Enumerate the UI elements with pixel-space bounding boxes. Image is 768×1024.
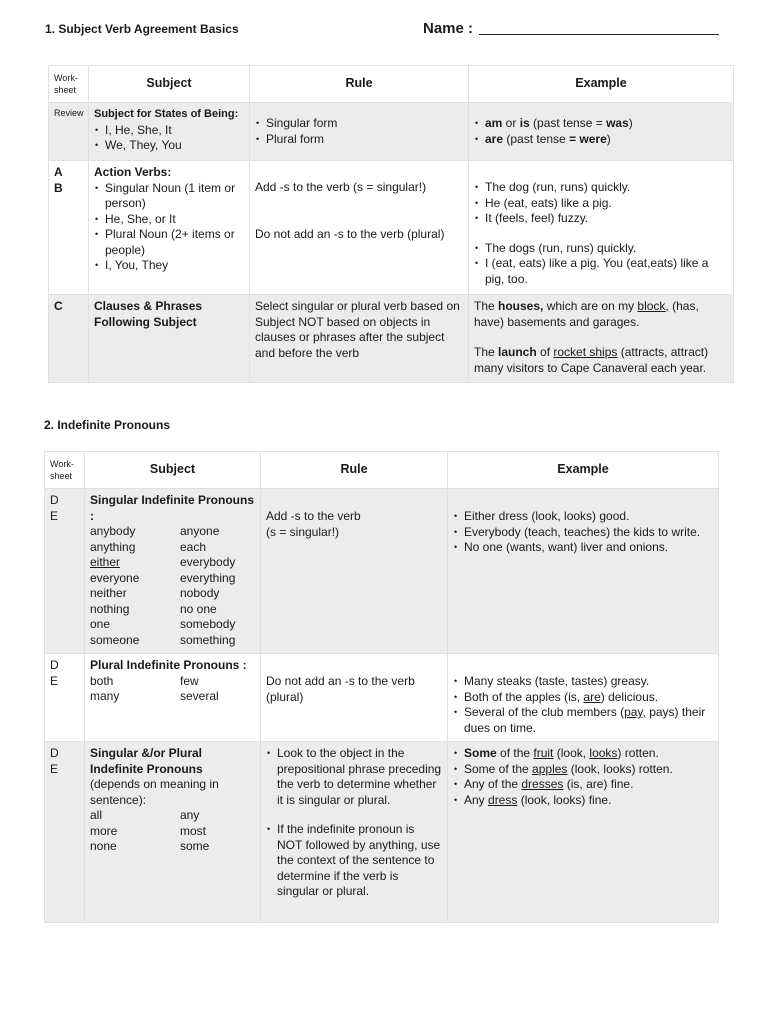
example-list	[453, 509, 713, 556]
rule-cell: Do not add an -s to the verb (plural)	[261, 654, 448, 742]
list-item: one	[90, 617, 111, 631]
example-text: The launch of rocket ships (attracts, attract) many visitors to Cape Canaveral each year.	[474, 345, 709, 375]
list-item: • Many steaks (taste, tastes) greasy.	[462, 674, 713, 690]
example-list	[474, 241, 728, 288]
table-row	[49, 103, 734, 161]
list-item: • The dogs (run, runs) quickly.	[483, 241, 728, 257]
name-field[interactable]	[423, 20, 719, 37]
pronoun-list	[90, 674, 255, 705]
example-header: Example	[448, 452, 719, 489]
example-cell	[448, 742, 719, 923]
subject-title: Action Verbs:	[94, 165, 172, 179]
table-row	[49, 295, 734, 383]
example-cell	[469, 103, 734, 161]
list-item: • Any dress (look, looks) fine.	[462, 793, 713, 809]
list-item: • am or is (past tense = was)	[483, 116, 728, 132]
example-cell	[469, 295, 734, 383]
list-item: • I, He, She, It	[103, 123, 244, 139]
list-item: • Any of the dresses (is, are) fine.	[462, 777, 713, 793]
rule-text: Do not add an -s to the verb (plural)	[255, 226, 445, 241]
subject-cell	[89, 161, 250, 295]
subject-cell	[85, 654, 261, 742]
example-list	[474, 116, 728, 147]
row-tag: D E	[45, 742, 85, 923]
subject-cell	[85, 489, 261, 654]
table-row	[49, 161, 734, 295]
table-row	[45, 654, 719, 742]
list-item: everyone	[90, 570, 140, 585]
rule-cell	[261, 489, 448, 654]
table-header-row	[45, 452, 719, 489]
list-item: several	[180, 689, 219, 703]
example-header: Example	[469, 66, 734, 103]
list-item: all	[90, 808, 103, 822]
list-item: • Several of the club members (pay, pays) their dues on time.	[462, 705, 713, 736]
subject-title: Clauses & Phrases Following Subject	[89, 295, 250, 383]
pronoun-list	[90, 524, 255, 648]
subject-header: Subject	[89, 66, 250, 103]
example-list	[453, 746, 713, 808]
example-list	[453, 674, 713, 736]
list-item: • If the indefinite pronoun is NOT followed by anything, use the context of the sentence to determine if the verb is singular or plural.	[275, 822, 442, 900]
list-item: each	[180, 539, 207, 554]
list-item: • Plural form	[264, 132, 463, 148]
list-item: anyone	[180, 524, 220, 538]
name-blank-line[interactable]	[479, 20, 719, 35]
list-item: nobody	[180, 586, 220, 600]
list-item: both	[90, 673, 114, 688]
section2-heading: 2. Indefinite Pronouns	[44, 418, 171, 432]
rule-cell	[250, 103, 469, 161]
subject-cell	[89, 103, 250, 161]
list-item: • I (eat, eats) like a pig. You (eat,eats) like a pig, too.	[483, 256, 728, 287]
subject-list	[94, 123, 244, 154]
example-cell	[469, 161, 734, 295]
subject-header: Subject	[85, 452, 261, 489]
section1-heading: 1. Subject Verb Agreement Basics	[45, 22, 239, 36]
rule-list	[266, 746, 442, 808]
list-item: • Plural Noun (2+ items or people)	[103, 227, 244, 258]
list-item: any	[180, 808, 200, 822]
list-item: more	[90, 823, 118, 838]
list-item: • Everybody (teach, teaches) the kids to write.	[462, 525, 713, 541]
subject-note: (depends on meaning in sentence):	[90, 777, 219, 807]
list-item: somebody	[180, 617, 236, 631]
subject-title: Singular Indefinite Pronouns :	[90, 493, 255, 523]
rule-cell: Select singular or plural verb based on Subject NOT based on objects in clauses or phrases after the subject and before the verb	[250, 295, 469, 383]
list-item: nothing	[90, 601, 130, 616]
list-item: • Both of the apples (is, are) delicious.	[462, 690, 713, 706]
list-item: none	[90, 839, 117, 853]
rule-text: Add -s to the verb	[266, 509, 361, 523]
list-item: many	[90, 689, 120, 703]
list-item: • Either dress (look, looks) good.	[462, 509, 713, 525]
rule-header: Rule	[250, 66, 469, 103]
list-item: some	[180, 839, 210, 853]
table-row	[45, 742, 719, 923]
rule-text: (s = singular!)	[266, 524, 340, 539]
rule-header: Rule	[261, 452, 448, 489]
worksheet-header: Work-sheet	[45, 452, 85, 489]
list-item: • Singular form	[264, 116, 463, 132]
subject-title: Subject for States of Being:	[94, 108, 239, 120]
rule-list	[266, 822, 442, 900]
list-item: • are (past tense = were)	[483, 132, 728, 148]
subject-title: Plural Indefinite Pronouns :	[90, 658, 247, 672]
rule-cell	[261, 742, 448, 923]
name-label: Name :	[423, 20, 474, 37]
row-tag: Review	[49, 103, 89, 161]
row-tag: D E	[45, 654, 85, 742]
list-item: • Singular Noun (1 item or person)	[103, 181, 244, 212]
table-header-row	[49, 66, 734, 103]
list-item: something	[180, 632, 236, 647]
worksheet-header: Work-sheet	[49, 66, 89, 103]
rule-text: Add -s to the verb (s = singular!)	[255, 180, 427, 194]
list-item: anything	[90, 539, 136, 554]
list-item: either	[90, 555, 121, 569]
pronoun-list	[90, 808, 255, 855]
subject-list	[94, 181, 244, 274]
list-item: most	[180, 823, 207, 838]
list-item: • No one (wants, want) liver and onions.	[462, 540, 713, 556]
list-item: • Some of the fruit (look, looks) rotten.	[462, 746, 713, 762]
indefinite-pronouns-table	[44, 451, 719, 923]
list-item: • Some of the apples (look, looks) rotten.	[462, 762, 713, 778]
list-item: neither	[90, 586, 127, 600]
list-item: everything	[180, 570, 236, 585]
list-item: everybody	[180, 555, 236, 569]
list-item: • He, She, or It	[103, 212, 244, 228]
rule-cell	[250, 161, 469, 295]
list-item: someone	[90, 632, 140, 647]
list-item: • I, You, They	[103, 258, 244, 274]
example-text: The houses, which are on my block, (has, have) basements and garages.	[474, 299, 699, 329]
list-item: • Look to the object in the prepositional phrase preceding the verb to determine whether it is singular or plural.	[275, 746, 442, 808]
subject-verb-table	[48, 65, 734, 383]
list-item: • It (feels, feel) fuzzy.	[483, 211, 728, 227]
example-list	[474, 180, 728, 227]
list-item: • The dog (run, runs) quickly.	[483, 180, 728, 196]
example-cell	[448, 654, 719, 742]
rule-list	[255, 116, 463, 147]
example-cell	[448, 489, 719, 654]
list-item: anybody	[90, 524, 136, 538]
row-tag: C	[49, 295, 89, 383]
list-item: • He (eat, eats) like a pig.	[483, 196, 728, 212]
row-tag: A B	[49, 161, 89, 295]
row-tag: D E	[45, 489, 85, 654]
list-item: • We, They, You	[103, 138, 244, 154]
list-item: few	[180, 673, 199, 688]
subject-cell	[85, 742, 261, 923]
list-item: no one	[180, 601, 217, 616]
subject-title: Singular &/or Plural Indefinite Pronouns	[90, 746, 203, 776]
table-row	[45, 489, 719, 654]
